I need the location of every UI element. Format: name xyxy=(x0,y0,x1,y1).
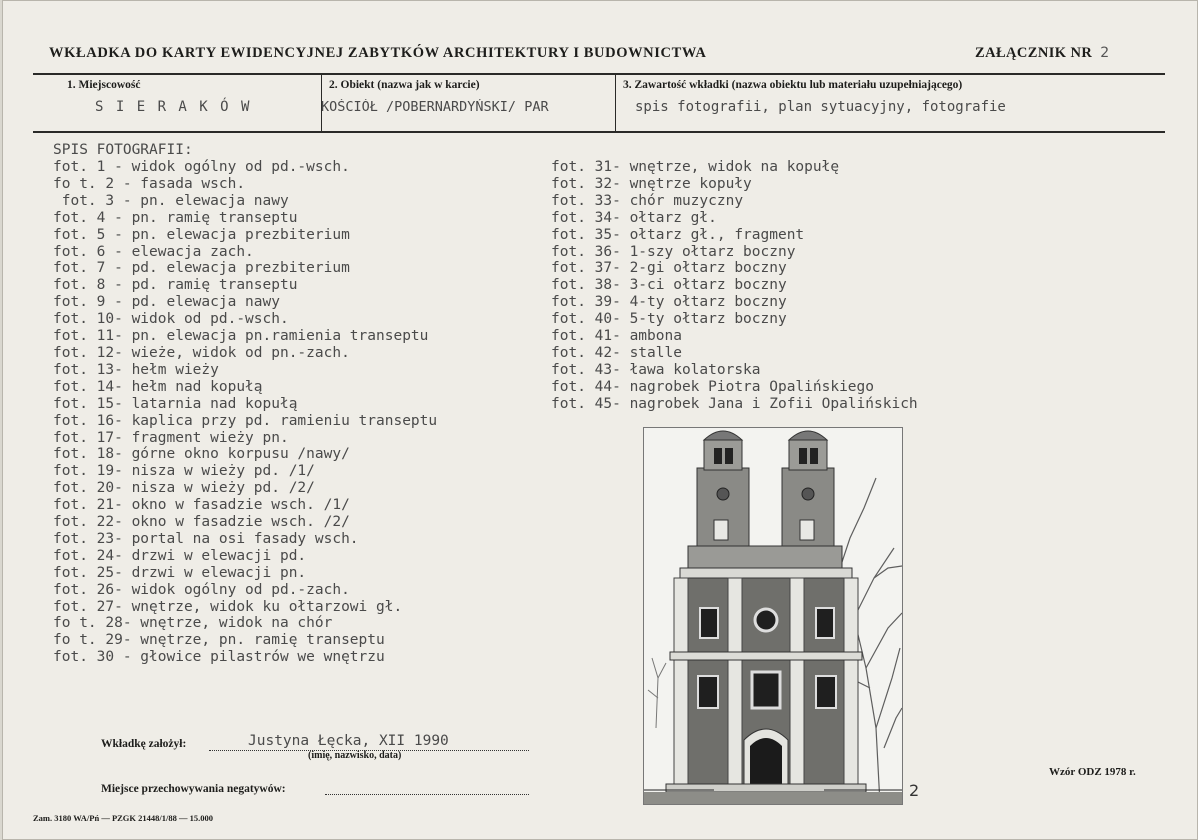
photo-list-item: fot. 4 - pn. ramię transeptu xyxy=(53,209,298,226)
photo-list-item: fo t. 2 - fasada wsch. xyxy=(53,175,246,192)
photo-list-item: fot. 3 - pn. elewacja nawy xyxy=(53,192,289,209)
photo-list-item: fot. 30 - głowice pilastrów we wnętrzu xyxy=(53,649,385,666)
attachment-label xyxy=(975,45,1110,62)
print-note: Zam. 3180 WA/Pń — PZGK 21448/1/88 — 15.000 xyxy=(33,813,214,823)
photo-list-item: fot. 21- okno w fasadzie wsch. /1/ xyxy=(53,497,350,514)
photo-list-item: fot. 26- widok ogólny od pd.-zach. xyxy=(53,581,350,598)
photo-list-item: fo t. 29- wnętrze, pn. ramię transeptu xyxy=(53,632,385,649)
negatives-label: Miejsce przechowywania negatywów: xyxy=(101,783,286,795)
contents-label: 3. Zawartość wkładki (nazwa obiektu lub materiału uzupełniającego) xyxy=(623,79,963,91)
photo-list-item: fot. 13- hełm wieży xyxy=(53,361,219,378)
photo-list-right xyxy=(551,159,918,413)
photo-list-item: fot. 40- 5-ty ołtarz boczny xyxy=(551,311,787,328)
photo-list-item: fot. 14- hełm nad kopułą xyxy=(53,378,263,395)
photo-list-item: fot. 45- nagrobek Jana i Zofii Opalińskich xyxy=(551,395,918,412)
author-value: Justyna Łęcka, XII 1990 xyxy=(248,733,449,749)
photo-list-item: fot. 32- wnętrze kopuły xyxy=(551,175,752,192)
photo-list-item: fot. 8 - pd. ramię transeptu xyxy=(53,277,298,294)
form-pattern: Wzór ODZ 1978 r. xyxy=(1049,766,1136,778)
photo-list-item: fot. 38- 3-ci ołtarz boczny xyxy=(551,277,787,294)
photo-list-item: fot. 16- kaplica przy pd. ramieniu transeptu xyxy=(53,412,438,429)
photo-list-item: fot. 19- nisza w wieży pd. /1/ xyxy=(53,463,315,480)
photo-list-item: fot. 39- 4-ty ołtarz boczny xyxy=(551,294,787,311)
photo-list-item: fot. 15- latarnia nad kopułą xyxy=(53,395,298,412)
locality-value: S I E R A K Ó W xyxy=(95,99,252,115)
photo-list-item: fot. 44- nagrobek Piotra Opalińskiego xyxy=(551,378,875,395)
attachment-number: 2 xyxy=(1100,45,1110,61)
fields-bottom-rule xyxy=(33,131,1165,133)
top-rule xyxy=(33,73,1165,75)
record-sheet xyxy=(2,0,1198,840)
photo-list-item: fot. 36- 1-szy ołtarz boczny xyxy=(551,243,796,260)
photo-list-item: fot. 37- 2-gi ołtarz boczny xyxy=(551,260,787,277)
photo-list-item: fot. 6 - elewacja zach. xyxy=(53,243,254,260)
photo-list-heading: SPIS FOTOGRAFII: xyxy=(53,142,193,158)
photo-list-item: fot. 1 - widok ogólny od pd.-wsch. xyxy=(53,159,350,175)
photo-number: 2 xyxy=(909,781,920,800)
photo-list-item: fot. 43- ława kolatorska xyxy=(551,361,761,378)
photo-list-item: fo t. 28- wnętrze, widok na chór xyxy=(53,615,333,632)
author-note: (imię, nazwisko, data) xyxy=(308,750,402,761)
object-label: 2. Obiekt (nazwa jak w karcie) xyxy=(329,79,480,91)
photo-list-item: fot. 5 - pn. elewacja prezbiterium xyxy=(53,226,350,243)
photo-list-item: fot. 12- wieże, widok od pn.-zach. xyxy=(53,344,350,361)
photo-list-left xyxy=(53,159,437,666)
photo-list-item: fot. 7 - pd. elewacja prezbiterium xyxy=(53,260,350,277)
field-divider-2 xyxy=(615,74,616,132)
photo-list-item: fot. 34- ołtarz gł. xyxy=(551,209,717,226)
photo-list-item: fot. 10- widok od pd.-wsch. xyxy=(53,311,289,328)
photo-list-item: fot. 31- wnętrze, widok na kopułę xyxy=(551,159,840,175)
photo-list-item: fot. 24- drzwi w elewacji pd. xyxy=(53,547,307,564)
photo-list-item: fot. 11- pn. elewacja pn.ramienia transeptu xyxy=(53,328,429,345)
photo-list-item: fot. 20- nisza w wieży pd. /2/ xyxy=(53,480,315,497)
object-value: KOŚCIÓŁ /POBERNARDYŃSKI/ PAR xyxy=(321,99,549,115)
contents-value: spis fotografii, plan sytuacyjny, fotografie xyxy=(635,99,1006,115)
photo-list-item: fot. 25- drzwi w elewacji pn. xyxy=(53,564,307,581)
photo-list-item: fot. 18- górne okno korpusu /nawy/ xyxy=(53,446,350,463)
locality-label: 1. Miejscowość xyxy=(67,79,141,91)
photo-list-item: fot. 42- stalle xyxy=(551,344,682,361)
author-label: Wkładkę założył: xyxy=(101,738,187,750)
photo-list-item: fot. 35- ołtarz gł., fragment xyxy=(551,226,805,243)
photo-list-item: fot. 23- portal na osi fasady wsch. xyxy=(53,530,359,547)
attachment-label-text: ZAŁĄCZNIK NR xyxy=(975,45,1093,61)
photo-list-item: fot. 17- fragment wieży pn. xyxy=(53,429,289,446)
negatives-dotline xyxy=(325,794,529,795)
photo-list-item: fot. 33- chór muzyczny xyxy=(551,192,744,209)
photo-list-item: fot. 9 - pd. elewacja nawy xyxy=(53,294,280,311)
sheet-title: WKŁADKA DO KARTY EWIDENCYJNEJ ZABYTKÓW ARCHITEKTURY I BUDOWNICTWA xyxy=(49,45,707,61)
church-photograph xyxy=(643,427,903,805)
photo-list-item: fot. 41- ambona xyxy=(551,328,682,345)
photo-list-item: fot. 27- wnętrze, widok ku ołtarzowi gł. xyxy=(53,598,403,615)
photo-list-item: fot. 22- okno w fasadzie wsch. /2/ xyxy=(53,514,350,531)
